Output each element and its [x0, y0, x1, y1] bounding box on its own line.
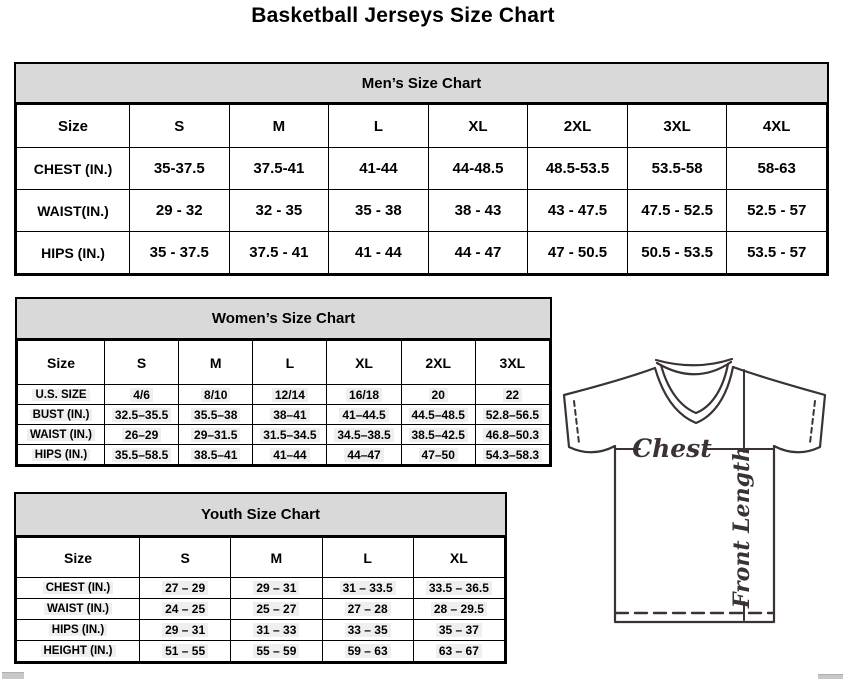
- size-header-row: [17, 538, 505, 578]
- value-cell: 24 – 25: [140, 599, 231, 620]
- value-cell: 29 - 32: [130, 190, 230, 232]
- row-label-cell: CHEST (IN.): [17, 148, 130, 190]
- value-cell: 38 - 43: [428, 190, 528, 232]
- page-title: Basketball Jerseys Size Chart: [251, 4, 555, 27]
- value-cell: 35 - 38: [329, 190, 429, 232]
- value-cell: 20: [401, 385, 475, 405]
- row-label-cell: U.S. SIZE: [18, 385, 105, 405]
- jersey-outline: [564, 367, 825, 622]
- front-length-label: Front Length: [729, 445, 755, 609]
- value-cell: 51 – 55: [140, 641, 231, 662]
- value-cell: 16/18: [327, 385, 401, 405]
- row-label-cell: HIPS (IN.): [18, 445, 105, 465]
- table-row: [17, 578, 505, 599]
- mens-size-chart: [14, 62, 829, 276]
- table-row: [17, 599, 505, 620]
- size-label-cell: Size: [17, 538, 140, 578]
- value-cell: 35.5–58.5: [105, 445, 179, 465]
- value-cell: 55 – 59: [231, 641, 322, 662]
- row-label-cell: BUST (IN.): [18, 405, 105, 425]
- ui-fragment-left: [2, 672, 24, 679]
- size-header-cell: S: [130, 105, 230, 148]
- value-cell: 47 - 50.5: [528, 232, 628, 274]
- value-cell: 29 – 31: [231, 578, 322, 599]
- table-row: [17, 190, 827, 232]
- value-cell: 29–31.5: [179, 425, 253, 445]
- size-header-cell: S: [105, 341, 179, 385]
- value-cell: 41–44.5: [327, 405, 401, 425]
- value-cell: 38–41: [253, 405, 327, 425]
- row-label-cell: HEIGHT (IN.): [17, 641, 140, 662]
- value-cell: 25 – 27: [231, 599, 322, 620]
- womens-size-chart: [15, 297, 552, 467]
- table-row: [18, 405, 550, 425]
- value-cell: 53.5-58: [627, 148, 727, 190]
- value-cell: 8/10: [179, 385, 253, 405]
- left-cuff-dashed-line: [574, 401, 579, 443]
- size-label-cell: Size: [17, 105, 130, 148]
- collar-top-curve: [656, 359, 732, 365]
- value-cell: 44 - 47: [428, 232, 528, 274]
- value-cell: 31.5–34.5: [253, 425, 327, 445]
- value-cell: 41 - 44: [329, 232, 429, 274]
- value-cell: 52.5 - 57: [727, 190, 827, 232]
- value-cell: 63 – 67: [413, 641, 504, 662]
- size-label-cell: Size: [18, 341, 105, 385]
- table-row: [17, 620, 505, 641]
- value-cell: 44-48.5: [428, 148, 528, 190]
- value-cell: 12/14: [253, 385, 327, 405]
- value-cell: 35 - 37.5: [130, 232, 230, 274]
- size-header-cell: 3XL: [475, 341, 549, 385]
- value-cell: 29 – 31: [140, 620, 231, 641]
- value-cell: 59 – 63: [322, 641, 413, 662]
- value-cell: 37.5 - 41: [229, 232, 329, 274]
- size-header-cell: 2XL: [528, 105, 628, 148]
- value-cell: 50.5 - 53.5: [627, 232, 727, 274]
- value-cell: 22: [475, 385, 549, 405]
- ui-fragment-right: [818, 674, 843, 679]
- value-cell: 32.5–35.5: [105, 405, 179, 425]
- value-cell: 31 – 33.5: [322, 578, 413, 599]
- size-header-cell: XL: [413, 538, 504, 578]
- row-label-cell: HIPS (IN.): [17, 232, 130, 274]
- value-cell: 28 – 29.5: [413, 599, 504, 620]
- youth-chart-header: Youth Size Chart: [16, 494, 505, 537]
- chest-label: Chest: [632, 434, 712, 463]
- right-cuff-dashed-line: [810, 401, 815, 443]
- jersey-measurement-diagram: [552, 355, 842, 639]
- value-cell: 41–44: [253, 445, 327, 465]
- value-cell: 44.5–48.5: [401, 405, 475, 425]
- value-cell: 27 – 29: [140, 578, 231, 599]
- value-cell: 46.8–50.3: [475, 425, 549, 445]
- youth-size-chart: [14, 492, 507, 664]
- value-cell: 31 – 33: [231, 620, 322, 641]
- table-row: [18, 385, 550, 405]
- value-cell: 26–29: [105, 425, 179, 445]
- value-cell: 38.5–41: [179, 445, 253, 465]
- size-header-cell: L: [253, 341, 327, 385]
- row-label-cell: WAIST (IN.): [17, 599, 140, 620]
- value-cell: 32 - 35: [229, 190, 329, 232]
- value-cell: 35-37.5: [130, 148, 230, 190]
- row-label-cell: CHEST (IN.): [17, 578, 140, 599]
- mens-size-table: [16, 104, 827, 274]
- table-row: [18, 425, 550, 445]
- table-row: [17, 641, 505, 662]
- value-cell: 35.5–38: [179, 405, 253, 425]
- row-label-cell: WAIST (IN.): [18, 425, 105, 445]
- table-row: [18, 445, 550, 465]
- value-cell: 47.5 - 52.5: [627, 190, 727, 232]
- value-cell: 47–50: [401, 445, 475, 465]
- table-row: [17, 148, 827, 190]
- size-header-cell: 4XL: [727, 105, 827, 148]
- value-cell: 52.8–56.5: [475, 405, 549, 425]
- value-cell: 4/6: [105, 385, 179, 405]
- womens-chart-header: Women’s Size Chart: [17, 299, 550, 340]
- value-cell: 54.3–58.3: [475, 445, 549, 465]
- row-label-cell: HIPS (IN.): [17, 620, 140, 641]
- size-header-cell: XL: [428, 105, 528, 148]
- table-row: [17, 232, 827, 274]
- mens-chart-header: Men’s Size Chart: [16, 64, 827, 104]
- collar-outer-line: [655, 367, 733, 423]
- value-cell: 58-63: [727, 148, 827, 190]
- value-cell: 38.5–42.5: [401, 425, 475, 445]
- value-cell: 41-44: [329, 148, 429, 190]
- size-header-row: [17, 105, 827, 148]
- value-cell: 33.5 – 36.5: [413, 578, 504, 599]
- size-header-cell: M: [179, 341, 253, 385]
- youth-size-table: [16, 537, 505, 662]
- value-cell: 43 - 47.5: [528, 190, 628, 232]
- value-cell: 37.5-41: [229, 148, 329, 190]
- size-header-cell: 3XL: [627, 105, 727, 148]
- size-header-cell: L: [329, 105, 429, 148]
- row-label-cell: WAIST(IN.): [17, 190, 130, 232]
- value-cell: 27 – 28: [322, 599, 413, 620]
- value-cell: 44–47: [327, 445, 401, 465]
- size-header-cell: M: [229, 105, 329, 148]
- value-cell: 34.5–38.5: [327, 425, 401, 445]
- size-header-cell: L: [322, 538, 413, 578]
- womens-size-table: [17, 340, 550, 465]
- size-header-row: [18, 341, 550, 385]
- size-header-cell: S: [140, 538, 231, 578]
- value-cell: 48.5-53.5: [528, 148, 628, 190]
- size-header-cell: 2XL: [401, 341, 475, 385]
- value-cell: 33 – 35: [322, 620, 413, 641]
- size-header-cell: XL: [327, 341, 401, 385]
- size-header-cell: M: [231, 538, 322, 578]
- value-cell: 35 – 37: [413, 620, 504, 641]
- value-cell: 53.5 - 57: [727, 232, 827, 274]
